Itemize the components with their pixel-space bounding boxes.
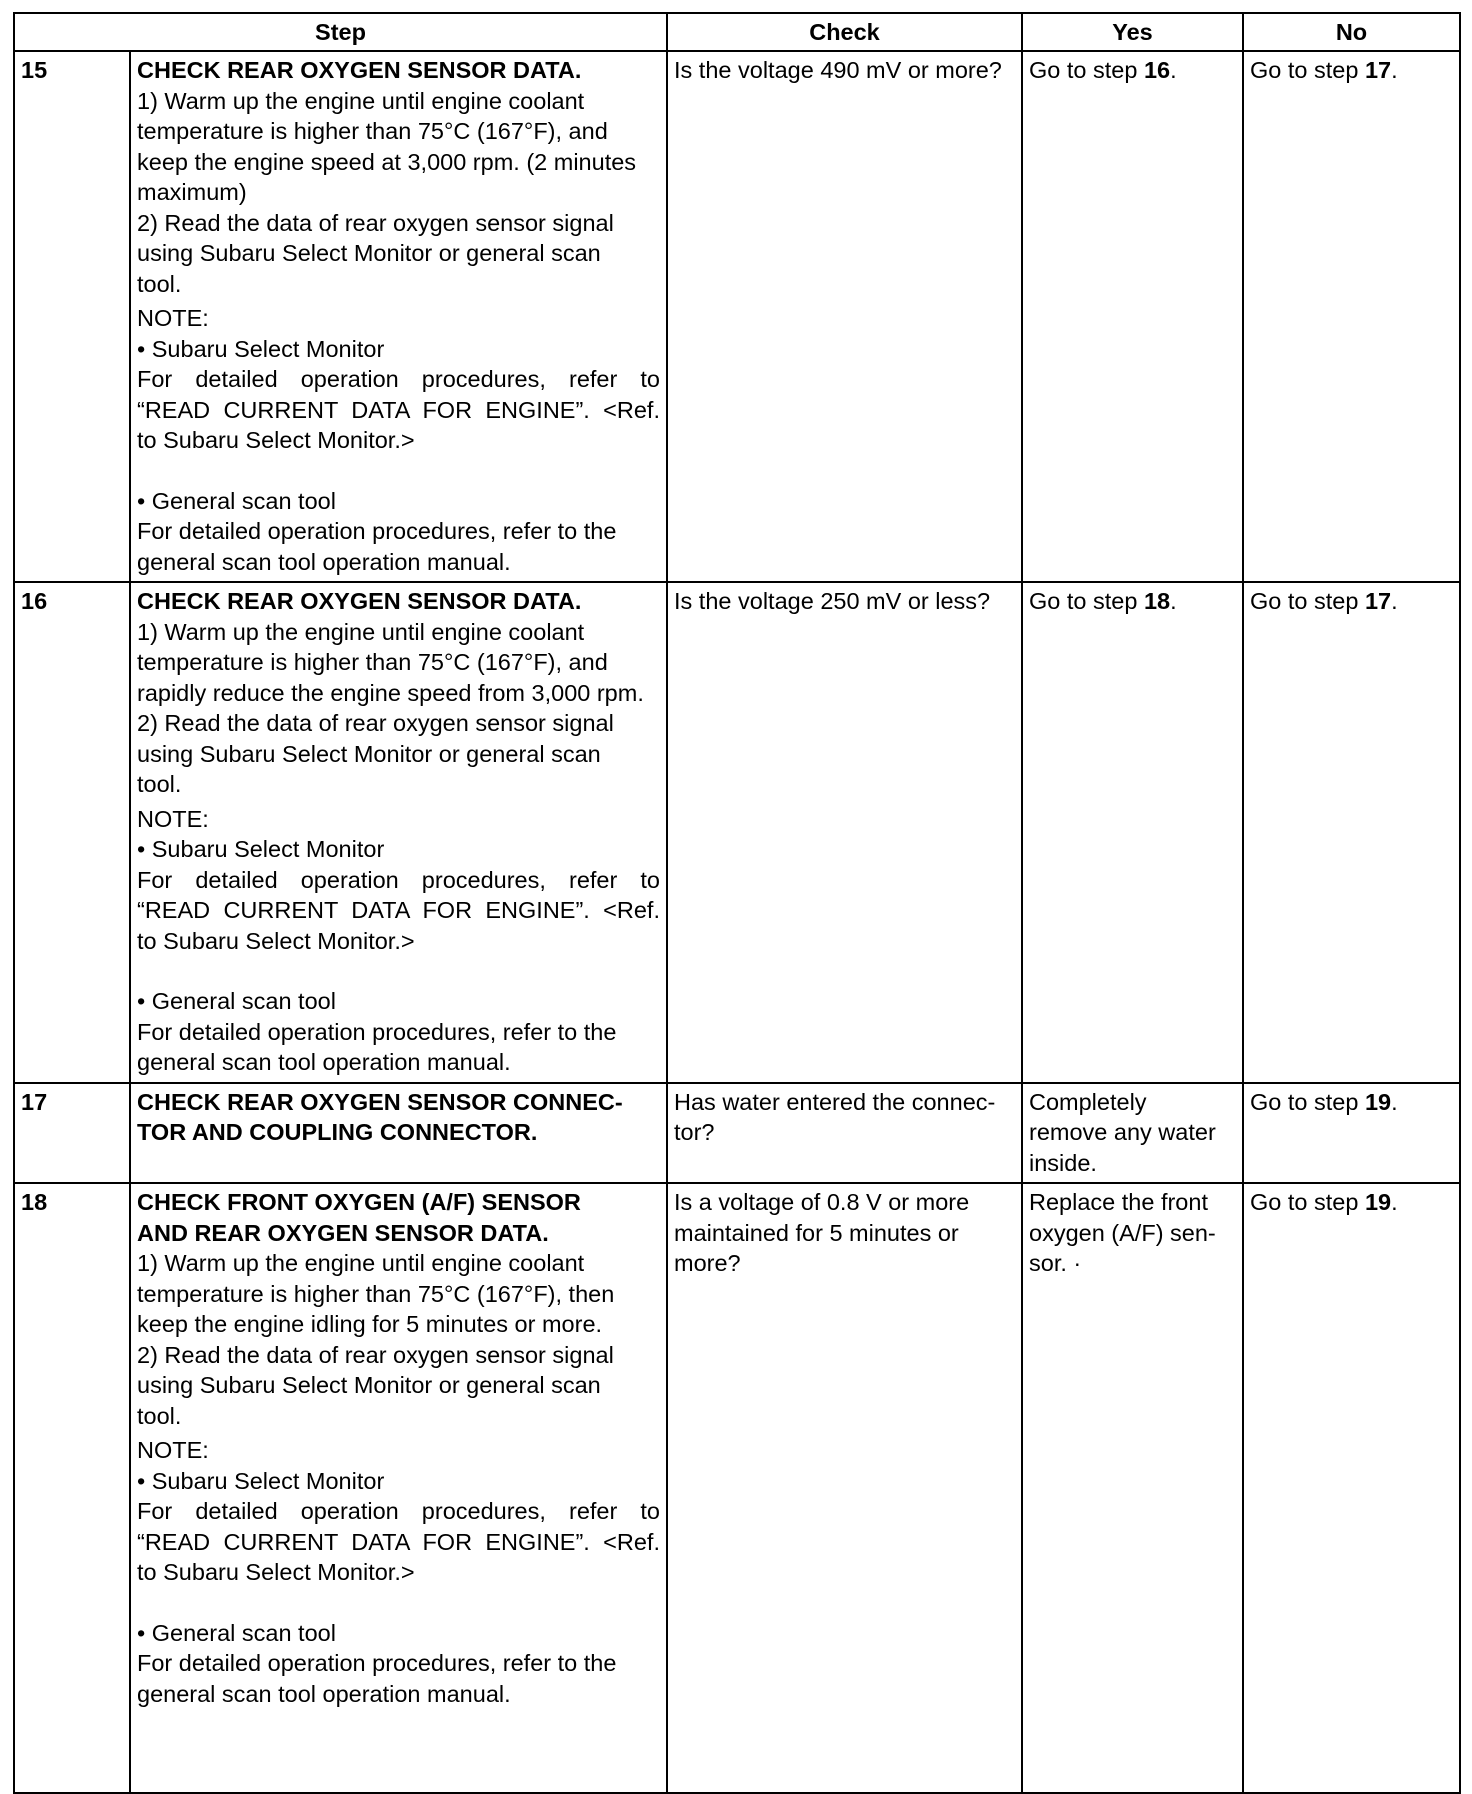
yes-step-number: 16	[1143, 57, 1171, 83]
step-line: temperature is higher than 75°C (167°F), and	[137, 118, 608, 144]
note-bullet: • Subaru Select Monitor	[137, 335, 385, 362]
check-cell	[667, 1183, 1022, 1793]
note-text: For detailed operation procedures, refer to the	[137, 1650, 617, 1676]
header-no: No	[1243, 13, 1460, 51]
yes-cell	[1022, 1183, 1243, 1793]
step-line: temperature is higher than 75°C (167°F), then	[137, 1280, 615, 1307]
no-prefix: Go to step	[1250, 57, 1365, 83]
step-title: CHECK REAR OXYGEN SENSOR DATA.	[137, 57, 582, 83]
note-text: to Subaru Select Monitor.>	[137, 427, 415, 453]
step-line: using Subaru Select Monitor or general scan	[137, 240, 601, 266]
note-bullet: • Subaru Select Monitor	[137, 1467, 385, 1494]
step-title: AND REAR OXYGEN SENSOR DATA.	[137, 1219, 549, 1246]
step-line: temperature is higher than 75°C (167°F), and	[137, 649, 608, 675]
no-prefix: Go to step	[1250, 1088, 1365, 1115]
table-row	[14, 51, 1460, 582]
yes-line: remove any water	[1029, 1119, 1216, 1145]
yes-line: sor. ·	[1029, 1250, 1082, 1276]
yes-cell	[1022, 582, 1243, 1083]
header-yes: Yes	[1022, 13, 1243, 51]
step-number: 18	[14, 1183, 130, 1793]
check-cell	[667, 1083, 1022, 1184]
no-cell	[1243, 1083, 1460, 1184]
step-line: using Subaru Select Monitor or general scan	[137, 1372, 601, 1398]
no-step-number: 19	[1364, 1088, 1392, 1115]
no-step-number: 17	[1364, 57, 1392, 83]
no-step-number: 17	[1364, 588, 1392, 614]
step-line: using Subaru Select Monitor or general scan	[137, 740, 601, 767]
note-text: For detailed operation procedures, refer to	[137, 1498, 660, 1524]
no-cell	[1243, 51, 1460, 582]
step-title: CHECK REAR OXYGEN SENSOR DATA.	[137, 588, 582, 614]
yes-suffix: .	[1170, 588, 1177, 614]
note-text: For detailed operation procedures, refer to the	[137, 518, 617, 544]
step-description	[130, 1183, 667, 1793]
note-text: For detailed operation procedures, refer to	[137, 366, 660, 392]
yes-prefix: Go to step	[1029, 57, 1144, 83]
yes-cell	[1022, 1083, 1243, 1184]
step-line: keep the engine idling for 5 minutes or more.	[137, 1311, 603, 1337]
header-row	[14, 13, 1460, 51]
header-step: Step	[14, 13, 667, 51]
note-bullet: • General scan tool	[137, 487, 336, 514]
no-prefix: Go to step	[1250, 1189, 1365, 1215]
check-line: more?	[674, 1250, 741, 1276]
table-row	[14, 582, 1460, 1083]
header-check: Check	[667, 13, 1022, 51]
note-text: general scan tool operation manual.	[137, 1680, 511, 1707]
yes-suffix: .	[1170, 57, 1177, 83]
step-number: 17	[14, 1083, 130, 1184]
note-text: For detailed operation procedures, refer to the	[137, 1018, 617, 1045]
step-line: 1) Warm up the engine until engine coolant	[137, 1250, 585, 1276]
diagnostic-table	[13, 12, 1461, 1794]
note-text: “READ CURRENT DATA FOR ENGINE”. <Ref.	[137, 897, 660, 923]
step-line: maximum)	[137, 179, 247, 205]
check-line: tor?	[674, 1119, 715, 1145]
no-suffix: .	[1391, 588, 1398, 614]
step-line: tool.	[137, 771, 182, 797]
step-title: CHECK FRONT OXYGEN (A/F) SENSOR	[137, 1189, 581, 1215]
note-text: general scan tool operation manual.	[137, 548, 511, 575]
no-step-number: 19	[1364, 1189, 1392, 1215]
table-row	[14, 1083, 1460, 1184]
yes-step-number: 18	[1143, 588, 1171, 614]
check-cell: Is the voltage 250 mV or less?	[667, 582, 1022, 1083]
yes-cell	[1022, 51, 1243, 582]
step-title: CHECK REAR OXYGEN SENSOR CONNEC-	[137, 1088, 623, 1115]
step-line: tool.	[137, 270, 182, 297]
no-prefix: Go to step	[1250, 588, 1365, 614]
note-text: general scan tool operation manual.	[137, 1049, 511, 1075]
yes-line: oxygen (A/F) sen-	[1029, 1219, 1216, 1246]
note-bullet: • General scan tool	[137, 988, 336, 1014]
note-bullet: • Subaru Select Monitor	[137, 836, 385, 862]
step-description	[130, 51, 667, 582]
no-suffix: .	[1391, 1088, 1398, 1115]
yes-line: inside.	[1029, 1149, 1097, 1176]
yes-line: Replace the front	[1029, 1189, 1208, 1215]
note-bullet: • General scan tool	[137, 1619, 336, 1646]
table-row	[14, 1183, 1460, 1793]
no-suffix: .	[1391, 57, 1398, 83]
step-line: keep the engine speed at 3,000 rpm. (2 minutes	[137, 148, 637, 175]
step-number: 15	[14, 51, 130, 582]
step-line: 1) Warm up the engine until engine coolant	[137, 87, 585, 114]
step-description	[130, 582, 667, 1083]
step-line: 2) Read the data of rear oxygen sensor signal	[137, 710, 614, 736]
step-line: rapidly reduce the engine speed from 3,000 rpm.	[137, 679, 644, 706]
no-cell	[1243, 582, 1460, 1083]
no-cell	[1243, 1183, 1460, 1793]
step-line: tool.	[137, 1402, 182, 1429]
check-line: Is a voltage of 0.8 V or more	[674, 1189, 970, 1215]
note-text: For detailed operation procedures, refer to	[137, 866, 660, 893]
yes-prefix: Go to step	[1029, 588, 1144, 614]
no-suffix: .	[1391, 1189, 1398, 1215]
note-text: “READ CURRENT DATA FOR ENGINE”. <Ref.	[137, 1528, 660, 1555]
step-line: 2) Read the data of rear oxygen sensor signal	[137, 209, 614, 236]
note-label: NOTE:	[137, 1437, 209, 1463]
check-line: Has water entered the connec-	[674, 1088, 996, 1115]
note-text: “READ CURRENT DATA FOR ENGINE”. <Ref.	[137, 396, 660, 423]
step-title: TOR AND COUPLING CONNECTOR.	[137, 1119, 538, 1145]
step-number: 16	[14, 582, 130, 1083]
check-line: maintained for 5 minutes or	[674, 1219, 959, 1246]
yes-line: Completely	[1029, 1088, 1147, 1115]
step-line: 1) Warm up the engine until engine coolant	[137, 618, 585, 645]
check-cell: Is the voltage 490 mV or more?	[667, 51, 1022, 582]
note-label: NOTE:	[137, 805, 209, 832]
note-text: to Subaru Select Monitor.>	[137, 1559, 415, 1585]
note-label: NOTE:	[137, 305, 209, 331]
step-line: 2) Read the data of rear oxygen sensor signal	[137, 1341, 614, 1368]
note-text: to Subaru Select Monitor.>	[137, 927, 415, 954]
step-description	[130, 1083, 667, 1184]
